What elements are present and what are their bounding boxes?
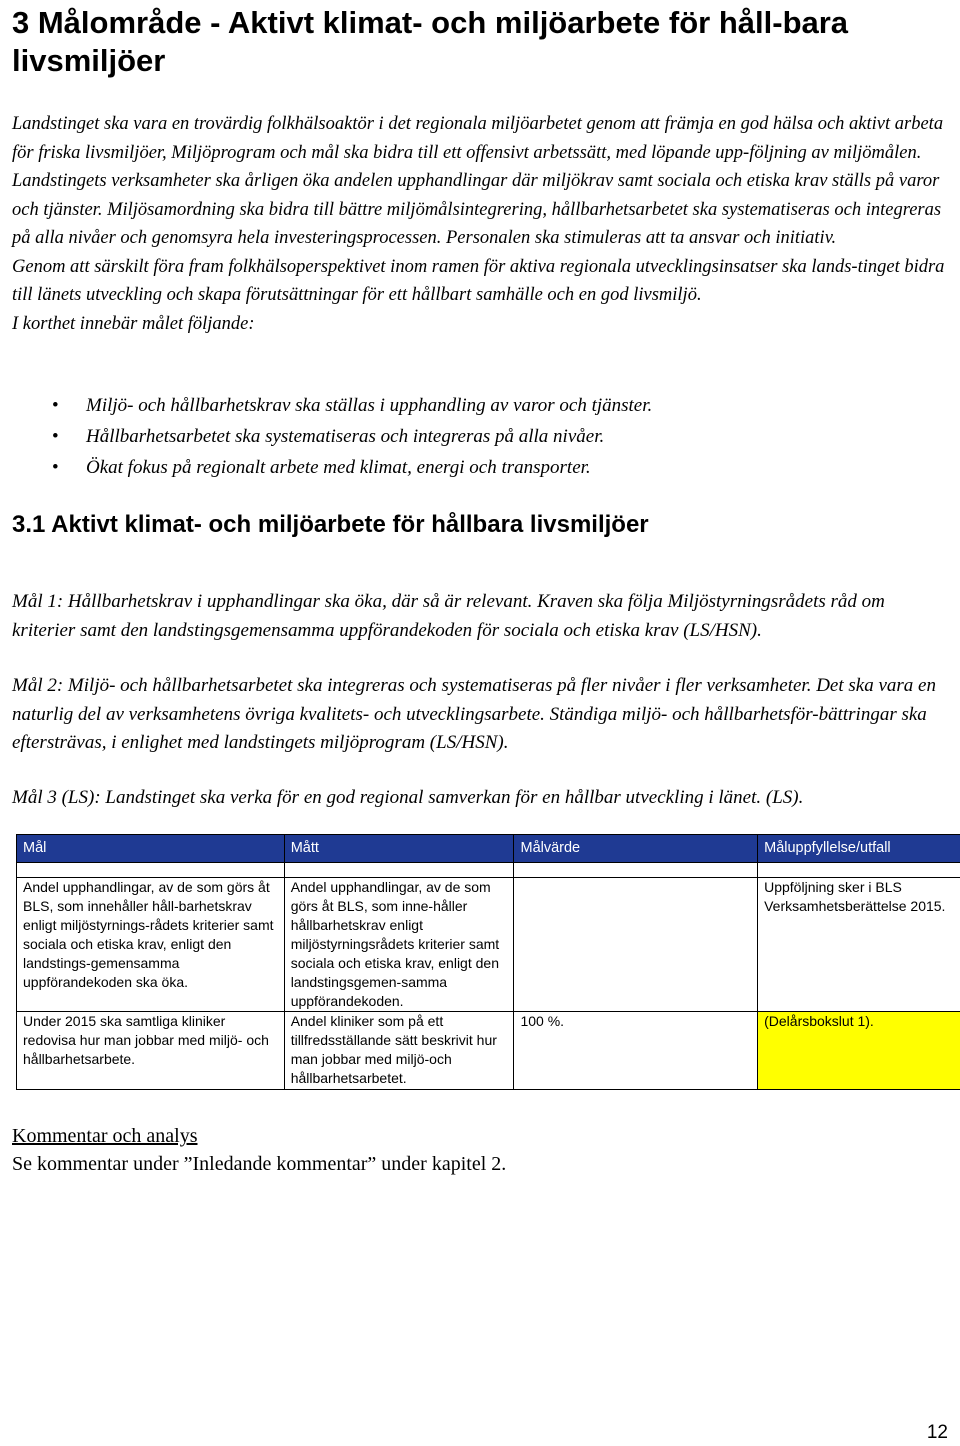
table-cell: 100 %. <box>514 1012 758 1090</box>
table-cell: Andel kliniker som på ett tillfredsställande sätt beskrivit hur man jobbar med miljö-och hållbarhetsarbetet. <box>284 1012 514 1090</box>
header-malvarde: Målvärde <box>514 835 758 863</box>
comment-heading: Kommentar och analys <box>12 1125 198 1147</box>
list-item: • Hållbarhetsarbetet ska systematiseras och integreras på alla nivåer. <box>12 423 952 454</box>
table-spacer-row <box>17 863 960 878</box>
goal-1: Mål 1: Hållbarhetskrav i upphandlingar ska öka, där så är relevant. Kraven ska följa Miljöstyrningsrådets råd om kriterier samt den landstingsgemensamma uppförandekoden för sociala och etiska krav (LS/HSN). <box>12 591 885 641</box>
intro-paragraph-1: Landstinget ska vara en trovärdig folkhälsoaktör i det regionala miljöarbetet genom att främja en god hälsa och aktivt arbeta för friska livsmiljöer, Miljöprogram och mål ska bidra till ett offensivt arbetssätt, med löpande upp-följning av miljömålen. <box>12 114 944 163</box>
comment-section <box>12 1122 506 1178</box>
header-matt: Mått <box>284 835 514 863</box>
table-cell: Andel upphandlingar, av de som görs åt BLS, som innehåller håll-barhetskrav enligt miljöstyrnings-rådets kriterier samt sociala och etiska krav, enligt den landstings-gemensamma uppförandekoden ska öka. <box>17 878 285 1012</box>
goal-summary-list <box>12 392 952 485</box>
page-number: 12 <box>926 1422 948 1443</box>
chapter-title: 3 Målområde - Aktivt klimat- och miljöarbete för håll-bara livsmiljöer <box>12 5 849 78</box>
goal-3: Mål 3 (LS): Landstinget ska verka för en god regional samverkan för en hållbar utveckling i länet. (LS). <box>12 787 804 808</box>
table-cell: Under 2015 ska samtliga kliniker redovisa hur man jobbar med miljö- och hållbarhetsarbete. <box>17 1012 285 1090</box>
bullet-icon: • <box>52 426 59 447</box>
intro-paragraph-2: Landstingets verksamheter ska årligen öka andelen upphandlingar där miljökrav samt sociala och etiska krav ställs på varor och tjänster. Miljösamordning ska bidra till bättre miljömålsintegrering, hållbarhetsarbetet ska systematiseras och integreras på alla nivåer och genomsyra hela investeringsprocessen. Personalen ska stimuleras att ta ansvar och initiativ. <box>12 171 942 248</box>
table-row <box>17 878 960 1012</box>
comment-text: Se kommentar under ”Inledande kommentar” under kapitel 2. <box>12 1153 507 1175</box>
intro-paragraph-3: Genom att särskilt föra fram folkhälsoperspektivet inom ramen för aktiva regionala utvecklingsinsatser ska lands-tinget bidra till länets utveckling och skapa förutsättningar för ett hållbart samhälle och en god livsmiljö. <box>12 256 945 305</box>
list-item: • Ökat fokus på regionalt arbete med klimat, energi och transporter. <box>12 454 952 485</box>
table-cell: Andel upphandlingar, av de som görs åt BLS, som inne-håller hållbarhetskrav enligt miljöstyrningsrådets kriterier samt sociala och etiska krav, enligt den landstingsgemen-samma uppförandekoden. <box>284 878 514 1012</box>
bullet-icon: • <box>52 395 59 416</box>
highlighted-cell: (Delårsbokslut 1). <box>758 1012 960 1090</box>
intro-text <box>12 110 952 338</box>
goal-table <box>16 834 960 1090</box>
table-cell: Uppföljning sker i BLS Verksamhetsberättelse 2015. <box>758 878 960 1012</box>
goal-2: Mål 2: Miljö- och hållbarhetsarbetet ska integreras och systematiseras på fler nivåer i fler verksamheter. Det ska vara en naturlig del av verksamhetens övriga kvalitets- och utvecklingsarbete. Ständiga miljö- och hållbarhetsför-bättringar ska eftersträvas, i enlighet med landstingets miljöprogram (LS/HSN). <box>12 675 936 753</box>
intro-paragraph-4: I korthet innebär målet följande: <box>12 313 255 334</box>
table-header-row <box>17 835 960 863</box>
table-cell <box>514 878 758 1012</box>
section-title: 3.1 Aktivt klimat- och miljöarbete för hållbara livsmiljöer <box>12 511 649 538</box>
list-item: • Miljö- och hållbarhetskrav ska ställas i upphandling av varor och tjänster. <box>12 392 952 423</box>
table-row <box>17 1012 960 1090</box>
header-maluppfyllelse: Måluppfyllelse/utfall <box>758 835 960 863</box>
header-mal: Mål <box>17 835 285 863</box>
bullet-icon: • <box>52 457 59 478</box>
